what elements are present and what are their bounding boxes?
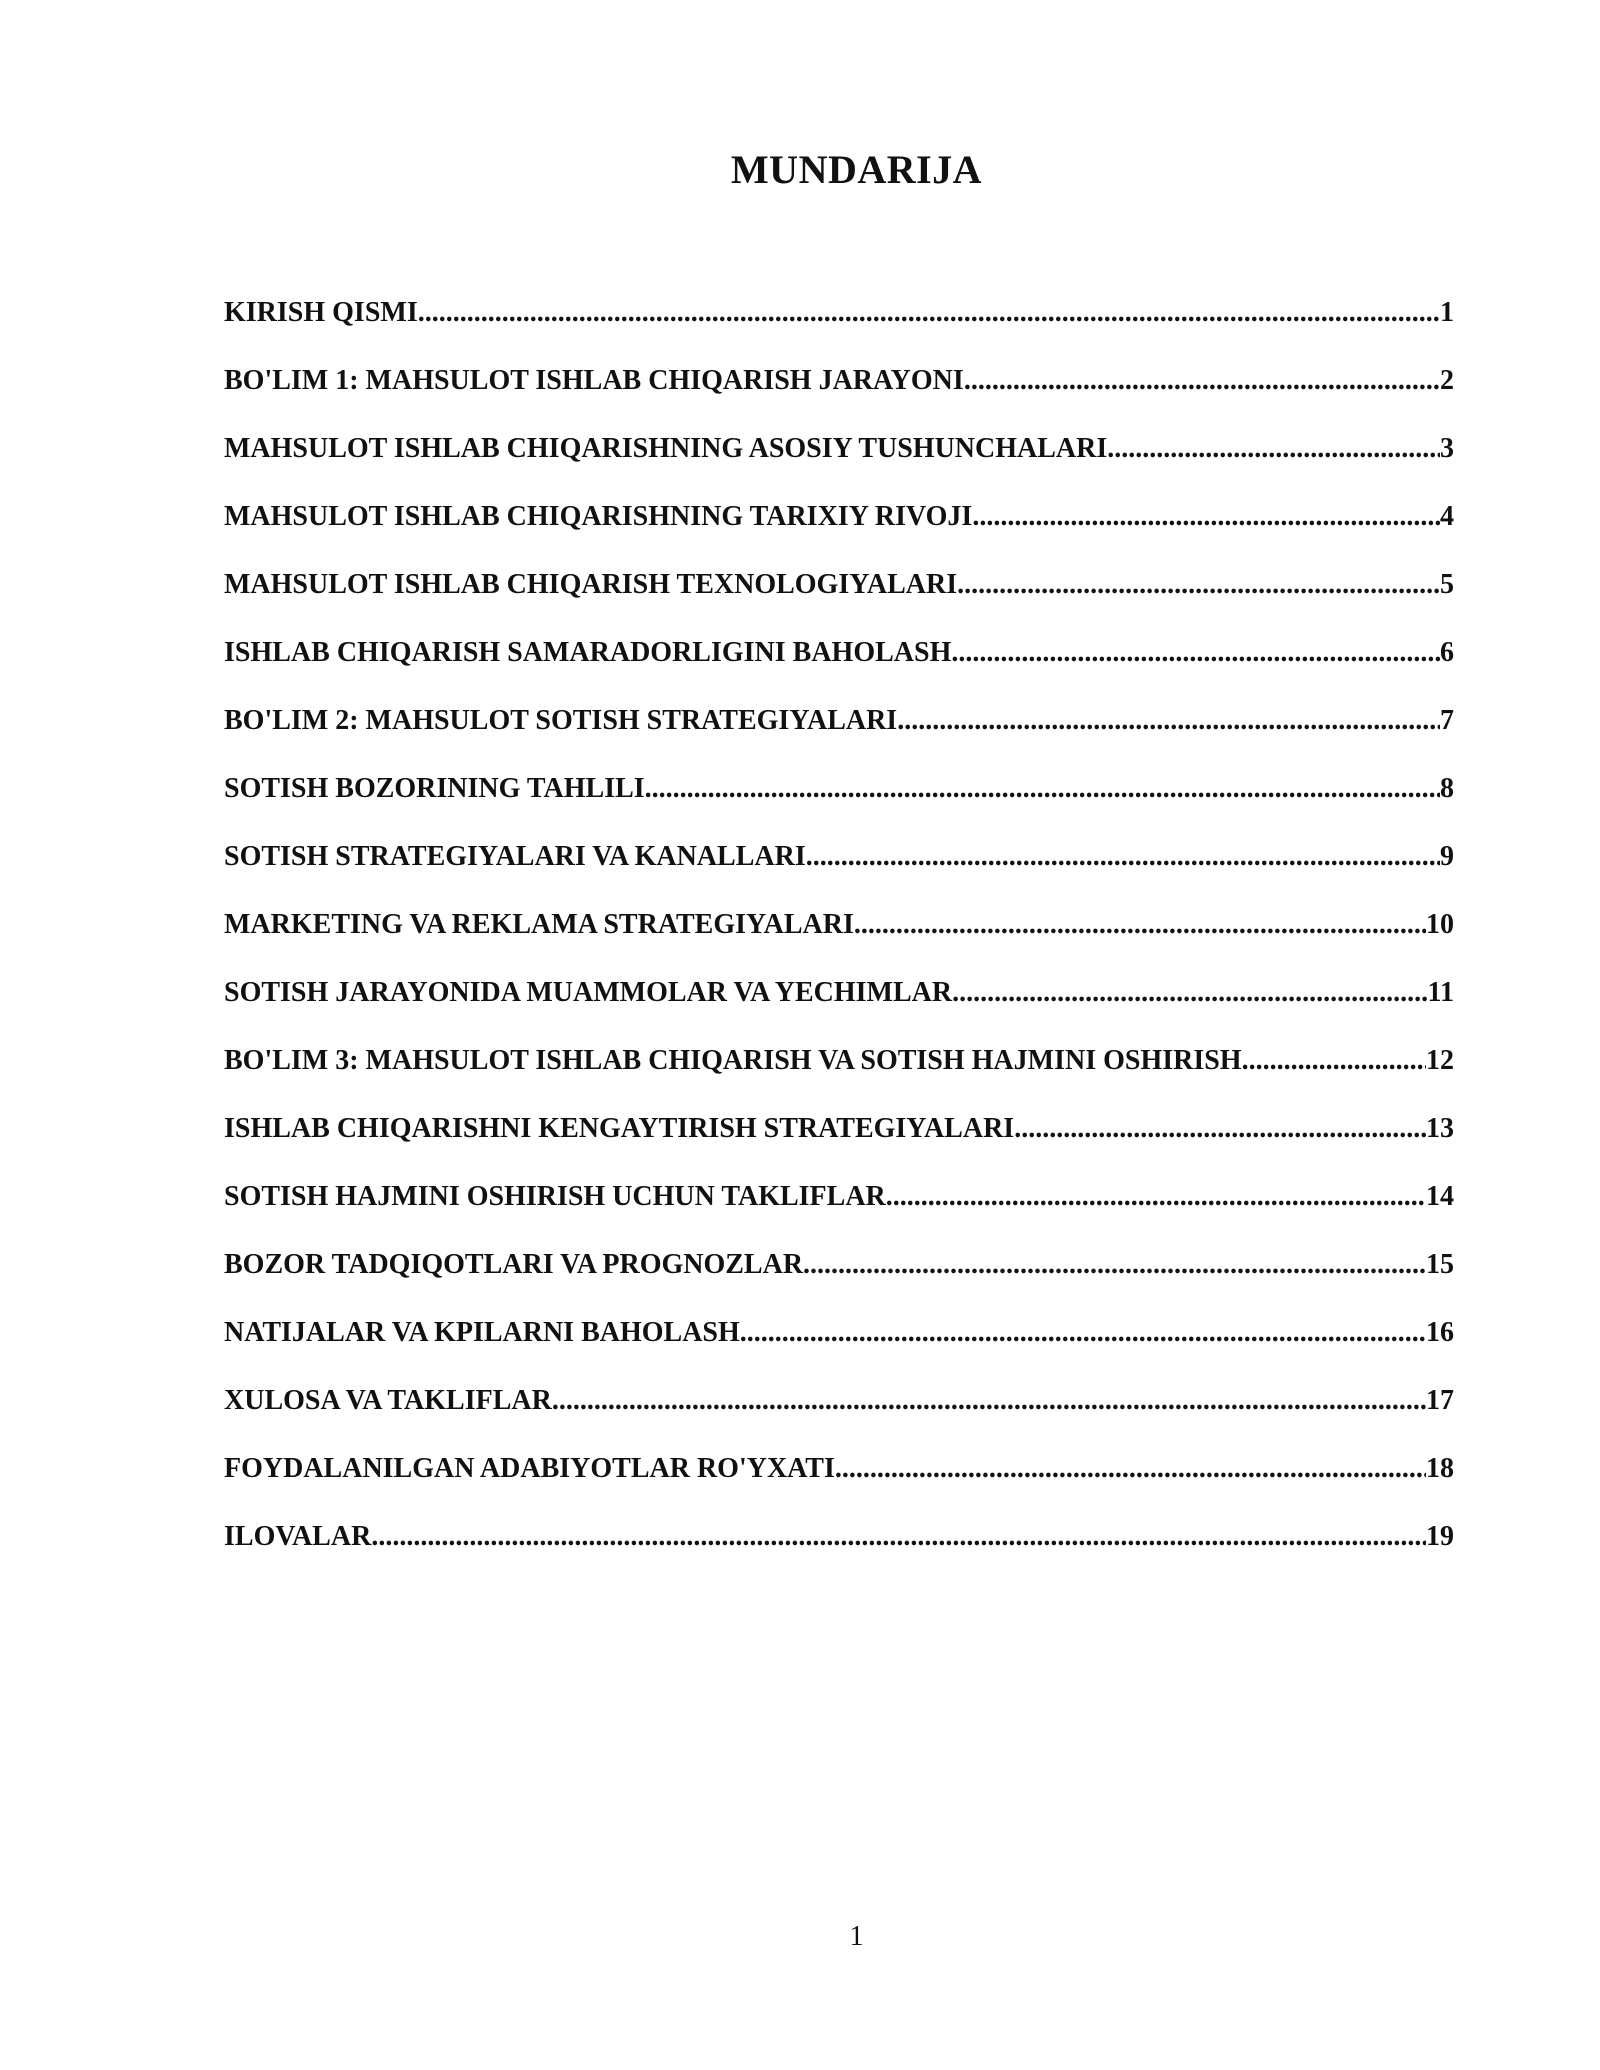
toc-entry[interactable] — [224, 1174, 1454, 1242]
toc-entry-label: MARKETING VA REKLAMA STRATEGIYALARI — [224, 909, 854, 940]
toc-leader-dots — [740, 1310, 1426, 1356]
toc-leader-dots — [972, 494, 1440, 540]
toc-entry-label: ISHLAB CHIQARISHNI KENGAYTIRISH STRATEGIYALARI — [224, 1113, 1015, 1144]
table-of-contents — [224, 290, 1454, 1582]
toc-leader-dots — [418, 290, 1440, 336]
toc-leader-dots — [371, 1514, 1426, 1560]
toc-entry[interactable] — [224, 1106, 1454, 1174]
toc-entry-label: SOTISH JARAYONIDA MUAMMOLAR VA YECHIMLAR — [224, 977, 953, 1008]
toc-entry-label: NATIJALAR VA KPILARNI BAHOLASH — [224, 1317, 740, 1348]
toc-entry-label: KIRISH QISMI — [224, 297, 418, 328]
toc-entry-page: 19 — [1426, 1521, 1454, 1552]
toc-entry-label: SOTISH BOZORINING TAHLILI — [224, 773, 645, 804]
toc-entry-page: 12 — [1426, 1045, 1454, 1076]
toc-entry-page: 4 — [1440, 501, 1454, 532]
toc-entry[interactable] — [224, 290, 1454, 358]
toc-entry-page: 6 — [1440, 637, 1454, 668]
toc-leader-dots — [806, 834, 1440, 880]
toc-entry-label: MAHSULOT ISHLAB CHIQARISHNING ASOSIY TUSHUNCHALARI — [224, 433, 1108, 464]
page-title: MUNDARIJA — [730, 147, 983, 192]
toc-entry-page: 16 — [1426, 1317, 1454, 1348]
toc-entry-page: 17 — [1426, 1385, 1454, 1416]
toc-entry-label: BOZOR TADQIQOTLARI VA PROGNOZLAR — [224, 1249, 804, 1280]
toc-entry-page: 15 — [1426, 1249, 1454, 1280]
toc-entry-page: 10 — [1426, 909, 1454, 940]
toc-entry-page: 9 — [1440, 841, 1454, 872]
toc-entry-page: 8 — [1440, 773, 1454, 804]
toc-entry-label: BO'LIM 3: MAHSULOT ISHLAB CHIQARISH VA SOTISH HAJMINI OSHIRISH — [224, 1045, 1242, 1076]
toc-leader-dots — [951, 630, 1440, 676]
toc-entry[interactable] — [224, 1514, 1454, 1582]
toc-entry[interactable] — [224, 902, 1454, 970]
toc-entry[interactable] — [224, 562, 1454, 630]
toc-entry-label: ISHLAB CHIQARISH SAMARADORLIGINI BAHOLASH — [224, 637, 952, 668]
toc-entry[interactable] — [224, 1378, 1454, 1446]
toc-entry-label: SOTISH HAJMINI OSHIRISH UCHUN TAKLIFLAR — [224, 1181, 886, 1212]
toc-entry-label: BO'LIM 1: MAHSULOT ISHLAB CHIQARISH JARAYONI — [224, 365, 964, 396]
toc-entry-label: ILOVALAR — [224, 1521, 372, 1552]
toc-entry[interactable] — [224, 1038, 1454, 1106]
toc-entry-page: 3 — [1440, 433, 1454, 464]
toc-entry-page: 13 — [1426, 1113, 1454, 1144]
toc-entry-label: SOTISH STRATEGIYALARI VA KANALLARI — [224, 841, 806, 872]
toc-entry-label: MAHSULOT ISHLAB CHIQARISHNING TARIXIY RIVOJI — [224, 501, 973, 532]
toc-entry[interactable] — [224, 834, 1454, 902]
toc-entry-page: 14 — [1426, 1181, 1454, 1212]
toc-leader-dots — [897, 698, 1440, 744]
toc-leader-dots — [1014, 1106, 1426, 1152]
toc-entry[interactable] — [224, 494, 1454, 562]
toc-leader-dots — [645, 766, 1440, 812]
toc-entry[interactable] — [224, 358, 1454, 426]
toc-entry[interactable] — [224, 426, 1454, 494]
toc-entry-page: 2 — [1440, 365, 1454, 396]
toc-entry-label: FOYDALANILGAN ADABIYOTLAR RO'YXATI — [224, 1453, 835, 1484]
toc-leader-dots — [803, 1242, 1426, 1288]
toc-entry-page: 5 — [1440, 569, 1454, 600]
toc-entry[interactable] — [224, 1446, 1454, 1514]
toc-leader-dots — [552, 1378, 1426, 1424]
toc-entry[interactable] — [224, 1242, 1454, 1310]
toc-entry[interactable] — [224, 766, 1454, 834]
toc-entry-page: 11 — [1427, 977, 1454, 1008]
toc-leader-dots — [1107, 426, 1440, 472]
toc-leader-dots — [952, 970, 1427, 1016]
toc-entry-page: 18 — [1426, 1453, 1454, 1484]
toc-leader-dots — [957, 562, 1440, 608]
toc-entry[interactable] — [224, 970, 1454, 1038]
toc-leader-dots — [854, 902, 1426, 948]
toc-leader-dots — [964, 358, 1440, 404]
toc-entry-label: BO'LIM 2: MAHSULOT SOTISH STRATEGIYALARI — [224, 705, 898, 736]
page-number: 1 — [849, 1921, 864, 1952]
toc-entry-label: MAHSULOT ISHLAB CHIQARISH TEXNOLOGIYALARI — [224, 569, 958, 600]
toc-entry-label: XULOSA VA TAKLIFLAR — [224, 1385, 552, 1416]
toc-leader-dots — [835, 1446, 1426, 1492]
toc-entry[interactable] — [224, 1310, 1454, 1378]
toc-entry-page: 7 — [1440, 705, 1454, 736]
toc-entry-page: 1 — [1440, 297, 1454, 328]
toc-entry[interactable] — [224, 630, 1454, 698]
toc-leader-dots — [886, 1174, 1426, 1220]
toc-entry[interactable] — [224, 698, 1454, 766]
toc-leader-dots — [1242, 1038, 1426, 1084]
